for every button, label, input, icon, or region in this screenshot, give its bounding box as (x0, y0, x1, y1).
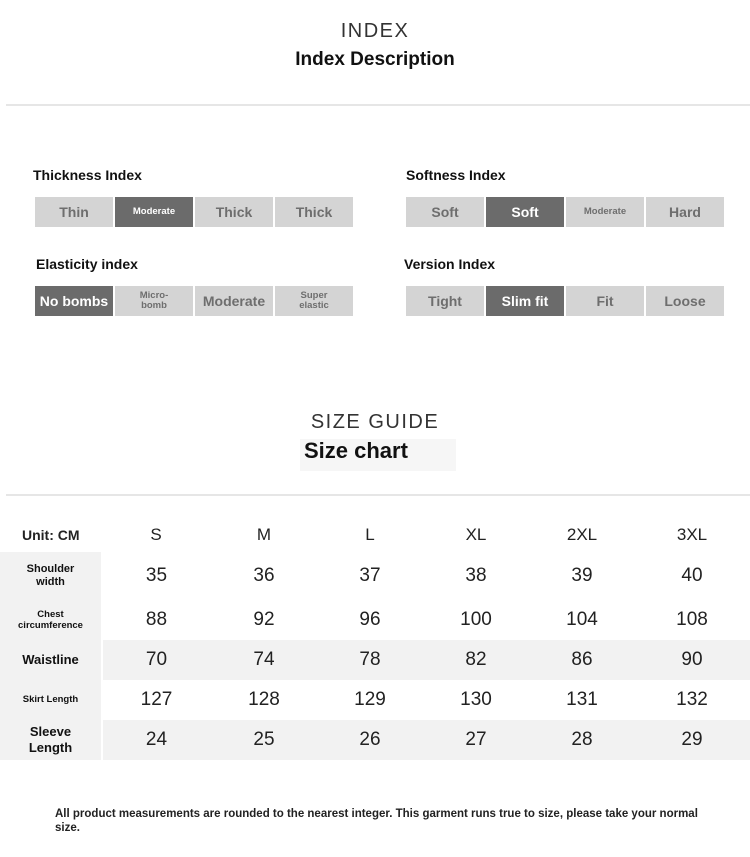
table-cell: 108 (676, 609, 708, 630)
table-cell: 127 (140, 689, 173, 710)
version-option-slim-fit: Slim fit (486, 286, 564, 316)
table-cell: 35 (145, 565, 168, 586)
table-cell: 86 (530, 640, 634, 680)
table-cell: 25 (210, 720, 318, 760)
elasticity-option-no-bombs: No bombs (35, 286, 113, 316)
size-header-3xl: 3XL (676, 525, 708, 544)
row-label-shoulder-width: Shoulder width (0, 552, 102, 600)
softness-index-scale (406, 197, 724, 227)
size-chart-title: Size chart (304, 438, 408, 463)
measurement-footnote: All product measurements are rounded to the nearest integer. This garment runs true to size, please take your normal size. (55, 808, 698, 835)
table-cell: 74 (210, 640, 318, 680)
table-cell: 92 (253, 609, 275, 630)
version-option-loose: Loose (646, 286, 724, 316)
version-option-fit: Fit (566, 286, 644, 316)
table-cell: 100 (460, 609, 492, 630)
table-cell: 131 (566, 689, 598, 710)
table-cell: 29 (634, 720, 750, 760)
version-index-scale (406, 286, 724, 316)
table-cell: 38 (465, 565, 487, 586)
thickness-option-thick-2: Thick (275, 197, 353, 227)
table-row (0, 640, 750, 680)
table-row (0, 680, 750, 720)
size-table (0, 518, 750, 760)
table-cell: 70 (102, 640, 210, 680)
row-label-sleeve-length: Sleeve Length (0, 720, 102, 760)
size-guide-eyebrow: SIZE GUIDE (310, 411, 440, 433)
index-title: Index Description (295, 49, 455, 70)
table-cell: 130 (460, 689, 492, 710)
thickness-option-moderate: Moderate (115, 197, 193, 227)
softness-index-title: Softness Index (406, 167, 506, 183)
table-cell: 90 (634, 640, 750, 680)
softness-option-soft: Soft (406, 197, 484, 227)
version-option-tight: Tight (406, 286, 484, 316)
elasticity-option-micro-bomb: Micro- bomb (115, 286, 193, 316)
table-cell: 104 (566, 609, 598, 630)
table-cell: 96 (359, 609, 381, 630)
table-cell: 39 (571, 565, 593, 586)
size-header-l: L (365, 525, 375, 544)
row-label-chest-circumference: Chest circumference (0, 600, 102, 640)
index-eyebrow: INDEX (340, 20, 410, 42)
version-index-title: Version Index (404, 256, 496, 272)
size-header-xl: XL (465, 525, 487, 544)
table-cell: 36 (253, 565, 275, 586)
table-cell: 27 (422, 720, 530, 760)
softness-option-moderate: Moderate (566, 197, 644, 227)
row-label-waistline: Waistline (0, 640, 102, 680)
size-header-s: S (150, 525, 162, 544)
table-row (0, 552, 750, 600)
softness-option-soft-2: Soft (486, 197, 564, 227)
elasticity-index-title: Elasticity index (36, 256, 138, 272)
table-row (0, 600, 750, 640)
size-header-2xl: 2XL (566, 525, 598, 544)
table-row (0, 720, 750, 760)
size-header-m: M (256, 525, 272, 544)
thickness-option-thin: Thin (35, 197, 113, 227)
table-cell: 26 (318, 720, 422, 760)
table-cell: 40 (681, 565, 703, 586)
thickness-index-title: Thickness Index (33, 167, 142, 183)
table-cell: 132 (676, 689, 708, 710)
unit-label: Unit: CM (22, 527, 80, 543)
table-cell: 24 (102, 720, 210, 760)
table-cell: 128 (248, 689, 280, 710)
size-table-header (0, 518, 750, 552)
table-cell: 78 (318, 640, 422, 680)
softness-option-hard: Hard (646, 197, 724, 227)
table-cell: 28 (530, 720, 634, 760)
table-cell: 129 (354, 689, 386, 710)
row-label-skirt-length: Skirt Length (0, 680, 102, 720)
thickness-option-thick: Thick (195, 197, 273, 227)
table-cell: 82 (422, 640, 530, 680)
divider (6, 104, 750, 106)
divider (6, 494, 750, 496)
elasticity-index-scale (35, 286, 353, 316)
table-cell: 37 (359, 565, 381, 586)
elasticity-option-moderate: Moderate (195, 286, 273, 316)
thickness-index-scale (35, 197, 353, 227)
table-cell: 88 (145, 609, 168, 630)
elasticity-option-super-elastic: Super elastic (275, 286, 353, 316)
